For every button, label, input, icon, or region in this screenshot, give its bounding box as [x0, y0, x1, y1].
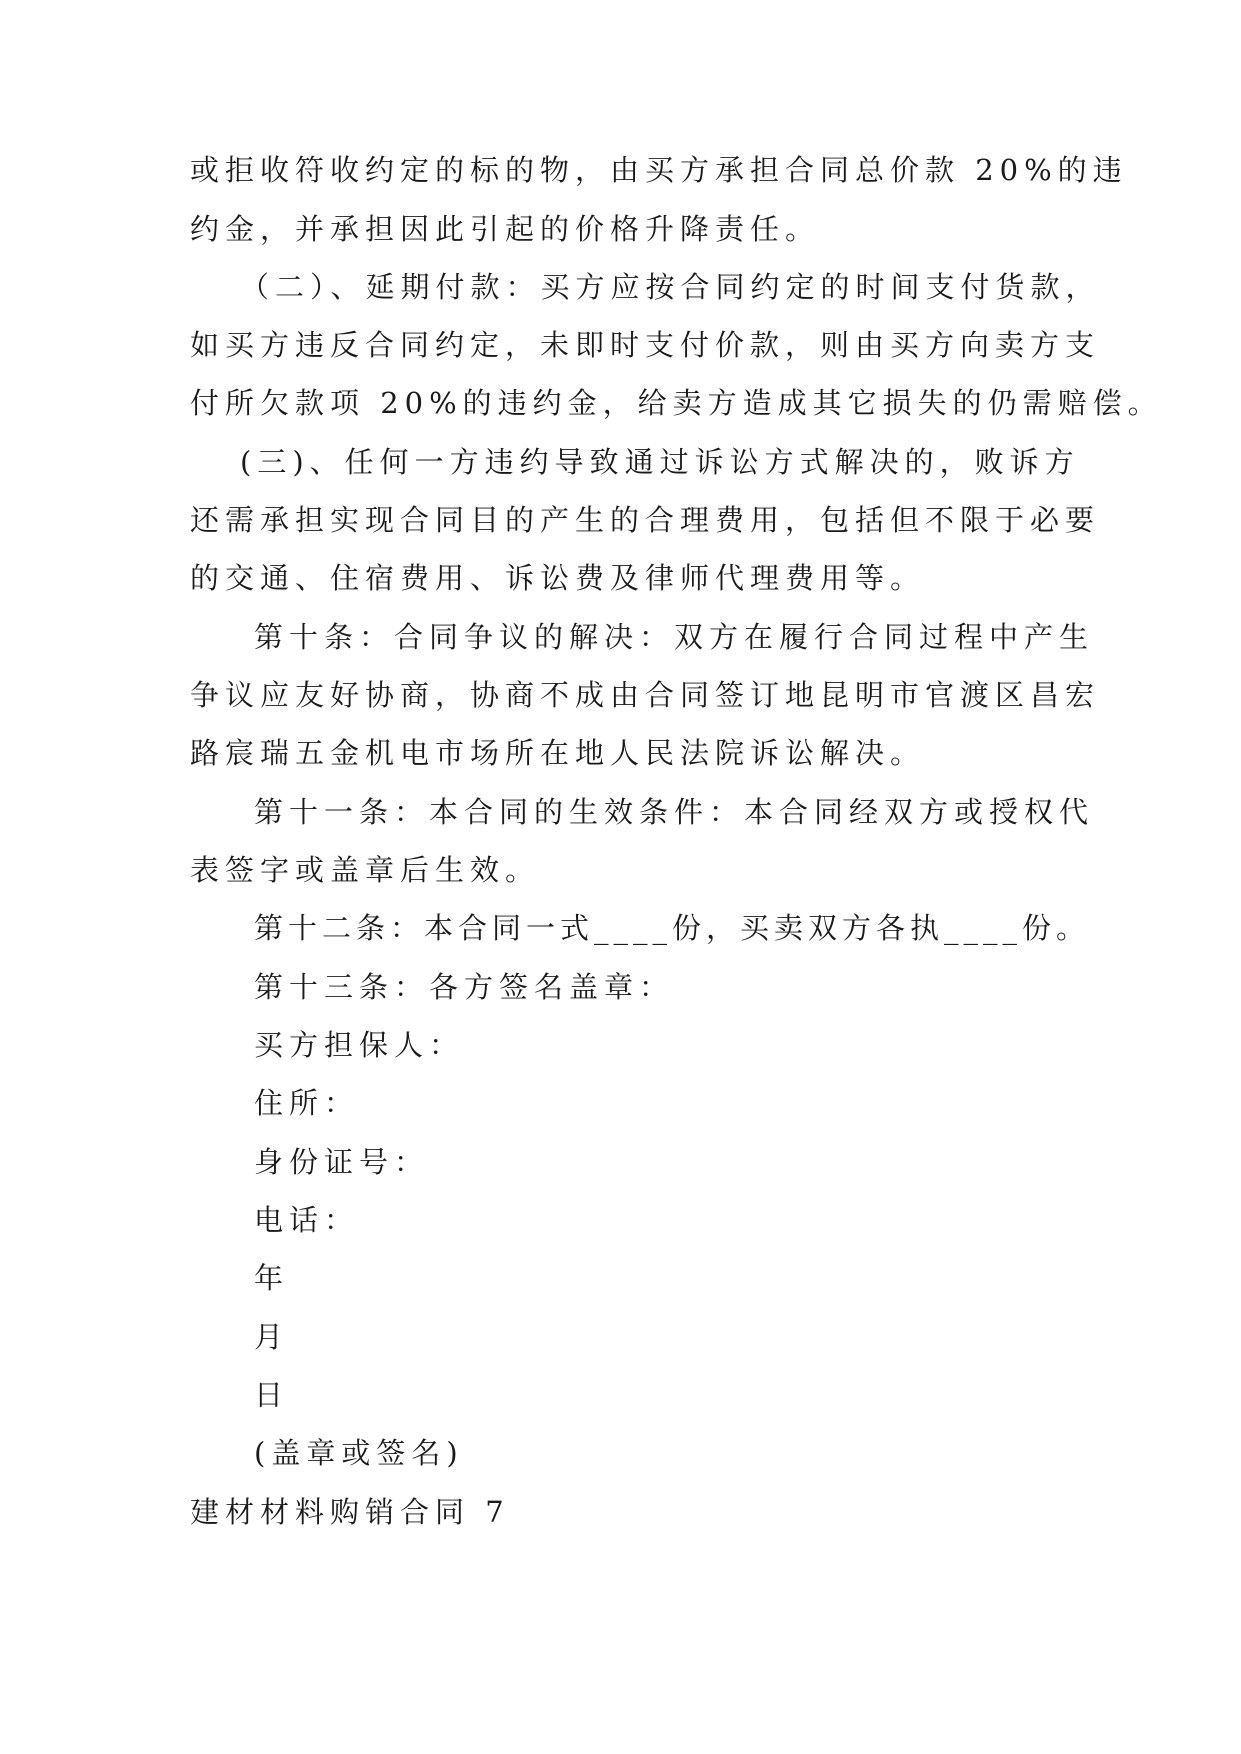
paragraph-line: 约金，并承担因此引起的价格升降责任。 — [190, 212, 821, 246]
section-title: 建材材料购销合同 7 — [190, 1495, 510, 1529]
seal-or-signature-note: (盖章或签名) — [254, 1436, 464, 1470]
paragraph-line: 付所欠款项 20%的违约金，给卖方造成其它损失的仍需赔偿。 — [190, 386, 1163, 420]
date-month: 月 — [254, 1320, 290, 1354]
paragraph-line: 或拒收符收约定的标的物，由买方承担合同总价款 20%的违 — [190, 153, 1128, 187]
paragraph-line: 第十一条：本合同的生效条件：本合同经双方或授权代 — [254, 795, 1095, 829]
date-year: 年 — [254, 1261, 290, 1295]
date-day: 日 — [254, 1378, 290, 1412]
paragraph-line: （二）、延期付款：买方应按合同约定的时间支付货款， — [240, 270, 1101, 304]
signature-field-guarantor: 买方担保人： — [254, 1028, 465, 1062]
paragraph-line: 的交通、住宿费用、诉讼费及律师代理费用等。 — [190, 561, 926, 595]
paragraph-line: 第十二条：本合同一式____份，买卖双方各执____份。 — [254, 911, 1091, 945]
signature-field-phone: 电话： — [254, 1203, 360, 1237]
signature-field-address: 住所： — [254, 1086, 360, 1120]
paragraph-line: 如买方违反合同约定，未即时支付价款，则由买方向卖方支 — [190, 328, 1101, 362]
paragraph-line: 还需承担实现合同目的产生的合理费用，包括但不限于必要 — [190, 503, 1101, 537]
paragraph-line: 路宸瑞五金机电市场所在地人民法院诉讼解决。 — [190, 736, 926, 770]
paragraph-line: 第十条：合同争议的解决：双方在履行合同过程中产生 — [254, 620, 1095, 654]
paragraph-line: 表签字或盖章后生效。 — [190, 853, 541, 887]
paragraph-line: (三)、任何一方违约导致通过诉讼方式解决的，败诉方 — [240, 445, 1080, 479]
signature-field-id-number: 身份证号： — [254, 1145, 430, 1179]
paragraph-line: 第十三条：各方签名盖章： — [254, 970, 675, 1004]
paragraph-line: 争议应友好协商，协商不成由合同签订地昆明市官渡区昌宏 — [190, 678, 1101, 712]
